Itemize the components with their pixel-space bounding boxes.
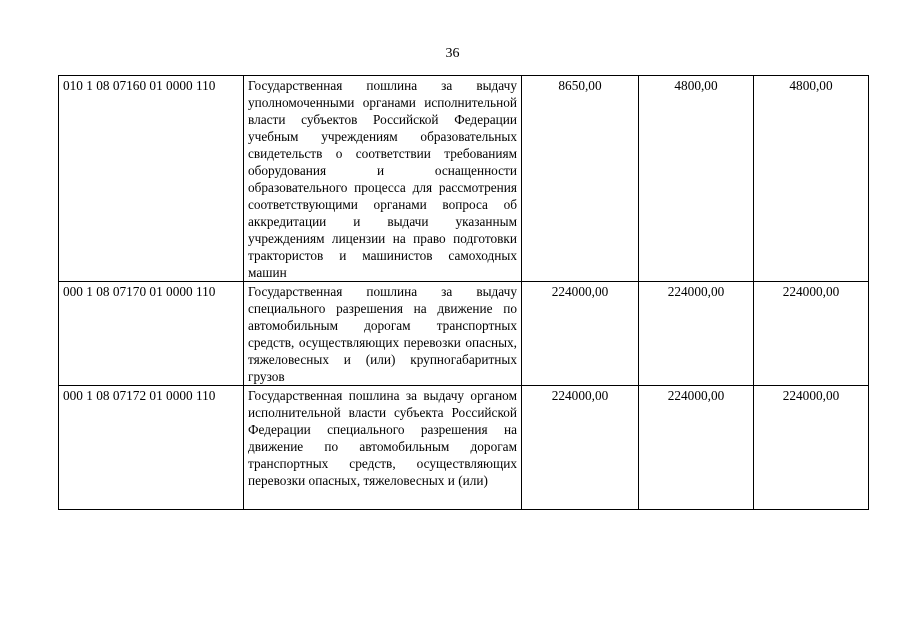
description-cell: Государственная пошлина за выдачу специального разрешения на движение по автомобильным дорогам транспортных средств, осуществляющих перевозки опасных, тяжеловесных и (или) крупногабаритных грузов xyxy=(244,282,522,386)
amount-cell-3: 224000,00 xyxy=(754,282,869,386)
amount-cell-1: 224000,00 xyxy=(522,386,639,510)
description-text: Государственная пошлина за выдачу органом исполнительной власти субъекта Российской Федерации специального разрешения на движение по автомобильным дорогам транспортных средств, осуществляющих перевозки опасных, тяжеловесных и (или) xyxy=(248,388,517,488)
budget-code-cell: 010 1 08 07160 01 0000 110 xyxy=(59,76,244,282)
description-cell: Государственная пошлина за выдачу уполномоченными органами исполнительной власти субъектов Российской Федерации учебным учреждениям образовательных свидетельств о соответствии требованиям оборудования и оснащенности образовательного процесса для рассмотрения соответствующими органами вопроса об аккредитации и выдачи указанным учреждениям лицензии на право подготовки трактористов и машинистов самоходных машин xyxy=(244,76,522,282)
budget-code-cell: 000 1 08 07172 01 0000 110 xyxy=(59,386,244,510)
table-row xyxy=(59,76,869,282)
amount-cell-1: 224000,00 xyxy=(522,282,639,386)
table-row xyxy=(59,386,869,510)
budget-revenue-table xyxy=(58,75,869,510)
amount-cell-2: 224000,00 xyxy=(639,282,754,386)
amount-cell-1: 8650,00 xyxy=(522,76,639,282)
description-cell xyxy=(244,386,522,510)
table-row xyxy=(59,282,869,386)
budget-code-cell: 000 1 08 07170 01 0000 110 xyxy=(59,282,244,386)
amount-cell-2: 224000,00 xyxy=(639,386,754,510)
amount-cell-3: 4800,00 xyxy=(754,76,869,282)
amount-cell-2: 4800,00 xyxy=(639,76,754,282)
page-number: 36 xyxy=(445,46,460,61)
amount-cell-3: 224000,00 xyxy=(754,386,869,510)
